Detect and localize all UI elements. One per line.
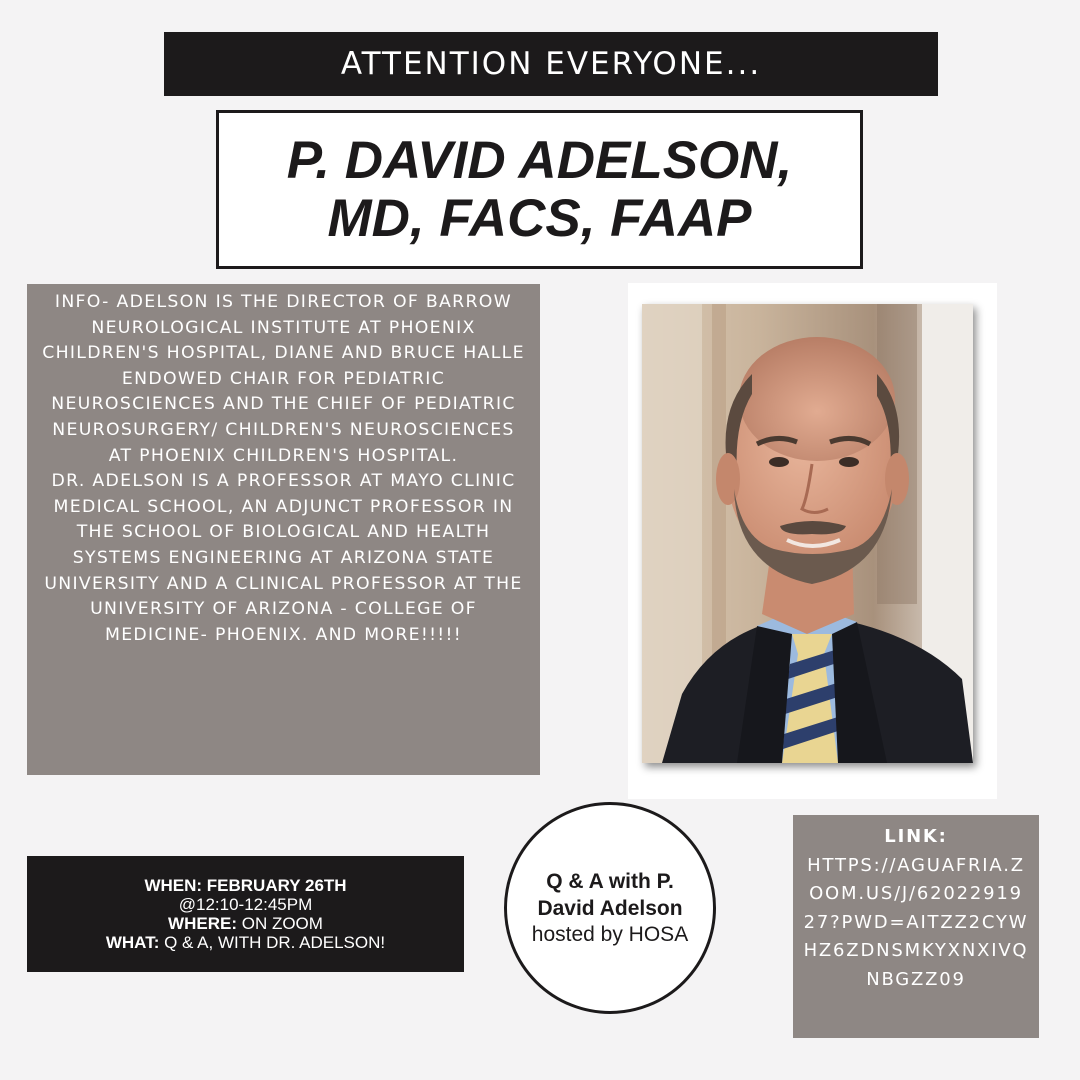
headshot-photo-icon [642,304,973,763]
qa-host: hosted by HOSA [531,923,689,946]
info-paragraph-1: INFO- ADELSON IS THE DIRECTOR OF BARROW NEUROLOGICAL INSTITUTE AT PHOENIX CHILDREN'S HOSPITAL, DIANE AND BRUCE HALLE ENDOWED CHAIR FOR PEDIATRIC NEUROSCIENCES AND THE CHIEF OF PEDIATRIC NEUROSURGERY/ CHILDREN'S NEUROSCIENCES AT PHOENIX CHILDREN'S HOSPITAL. [42,292,525,466]
zoom-link-box [793,815,1039,1038]
qa-badge [504,802,716,1014]
link-label: LINK: [884,826,948,847]
event-when-label: WHEN: FEBRUARY 26TH [144,876,347,895]
event-where-value: ON ZOOM [237,914,323,933]
attention-banner [164,32,938,96]
speaker-photo [642,304,973,763]
event-what [106,933,385,952]
banner-text: ATTENTION EVERYONE... [340,46,762,82]
event-details-box [27,856,464,972]
event-what-label: WHAT: [105,933,160,952]
zoom-link[interactable]: HTTPS://AGUAFRIA.ZOOM.US/J/6202291927?PWD=AITZZ2CYWHZ6ZDNSMKYXNXIVQNBGZZ09 [803,854,1029,990]
speaker-credentials: MD, FACS, FAAP [327,188,752,248]
event-where-label: WHERE: [168,914,237,933]
event-when [144,876,346,895]
event-time: @12:10-12:45PM [178,895,313,914]
info-paragraph-2: DR. ADELSON IS A PROFESSOR AT MAYO CLINIC MEDICAL SCHOOL, AN ADJUNCT PROFESSOR IN THE SCHOOL OF BIOLOGICAL AND HEALTH SYSTEMS ENGINEERING AT ARIZONA STATE UNIVERSITY AND A CLINICAL PROFESSOR AT THE UNIVERSITY OF ARIZONA - COLLEGE OF MEDICINE- PHOENIX. AND MORE!!!!! [44,471,523,645]
event-what-value: Q & A, WITH DR. ADELSON! [159,933,386,952]
qa-title: Q & A with P. David Adelson [537,870,683,920]
info-box [27,284,540,775]
speaker-name: P. DAVID ADELSON, [286,130,793,190]
event-where [168,914,323,933]
speaker-title-box [216,110,863,269]
